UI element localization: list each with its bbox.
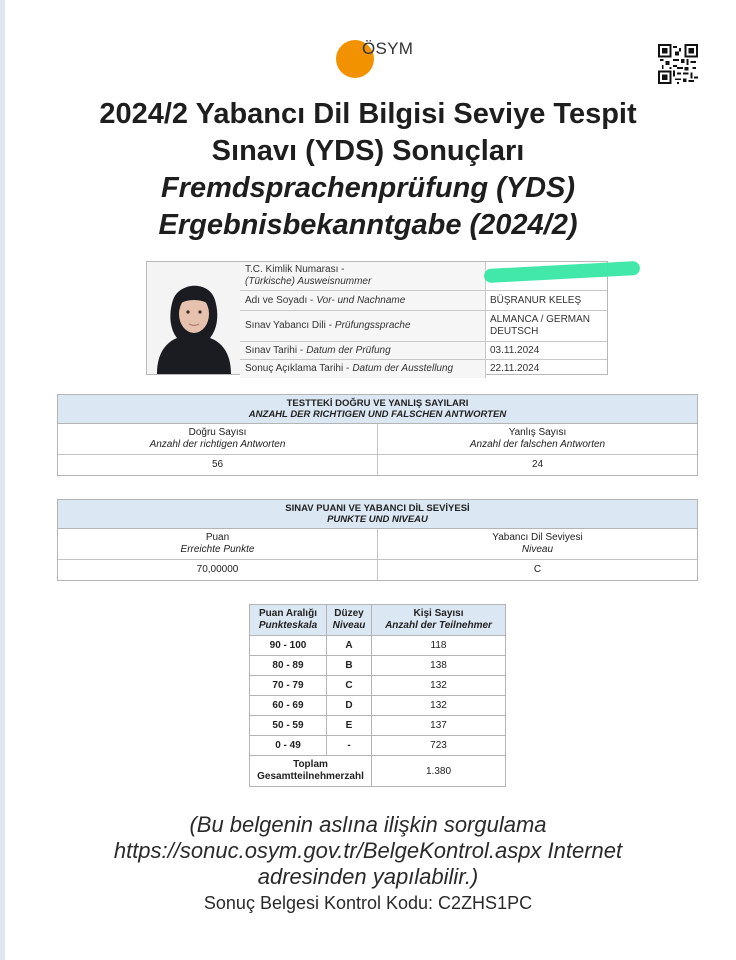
result-date-label: Sonuç Açıklama Tarihi - bbox=[245, 363, 350, 374]
range-cell: 50 - 59 bbox=[250, 716, 327, 736]
wrong-count: 24 bbox=[377, 455, 697, 475]
table-row bbox=[250, 736, 506, 756]
logo-text: ÖSYM bbox=[362, 39, 414, 58]
table-row bbox=[250, 716, 506, 736]
title-de-line1: Fremdsprachenprüfung (YDS) bbox=[160, 172, 576, 204]
total-count: 1.380 bbox=[372, 756, 506, 787]
level-label: Yabancı Dil Seviyesi bbox=[492, 532, 583, 543]
score-label-de: Erreichte Punkte bbox=[180, 544, 255, 555]
answers-values-row bbox=[58, 455, 697, 475]
answers-header-tr: TESTTEKİ DOĞRU VE YANLIŞ SAYILARI bbox=[286, 398, 469, 409]
table-row bbox=[250, 696, 506, 716]
total-label bbox=[250, 756, 372, 787]
score-label: Puan bbox=[205, 532, 230, 543]
correct-count: 56 bbox=[211, 459, 224, 470]
count-header bbox=[372, 605, 506, 636]
title-de-line2: Ergebnisbekanntgabe (2024/2) bbox=[158, 209, 578, 241]
document-title bbox=[40, 96, 696, 244]
level-cell: A bbox=[327, 636, 372, 656]
candidate-photo bbox=[147, 262, 241, 374]
count-header-de: Anzahl der Teilnehmer bbox=[385, 620, 492, 631]
exam-date-value: 03.11.2024 bbox=[490, 344, 540, 356]
answers-header-de: ANZAHL DER RICHTIGEN UND FALSCHEN ANTWORTEN bbox=[248, 409, 507, 420]
info-row-language bbox=[240, 311, 607, 342]
page-edge-strip bbox=[0, 0, 5, 960]
count-cell: 132 bbox=[372, 676, 506, 696]
result-header bbox=[58, 500, 697, 529]
range-header-tr: Puan Aralığı bbox=[259, 608, 317, 619]
verification-note-line1: (Bu belgenin aslına ilişkin sorgulama bbox=[189, 812, 547, 837]
title-tr-line1: 2024/2 Yabancı Dil Bilgisi Seviye Tespit bbox=[99, 98, 637, 130]
name-label: Adı ve Soyadı - bbox=[245, 294, 314, 306]
info-row-result-date bbox=[240, 360, 607, 378]
correct-label-de: Anzahl der richtigen Antworten bbox=[149, 439, 286, 450]
wrong-label: Yanlış Sayısı bbox=[508, 427, 567, 438]
id-label-de: (Türkische) Ausweisnummer bbox=[245, 276, 372, 287]
range-cell: 60 - 69 bbox=[250, 696, 327, 716]
result-header-tr: SINAV PUANI VE YABANCI DİL SEVİYESİ bbox=[285, 503, 470, 514]
info-row-exam-date bbox=[240, 342, 607, 360]
level-cell: B bbox=[327, 656, 372, 676]
count-cell: 118 bbox=[372, 636, 506, 656]
title-tr-line2: Sınavı (YDS) Sonuçları bbox=[211, 135, 525, 167]
answers-header bbox=[58, 395, 697, 424]
level-header-tr: Düzey bbox=[334, 608, 364, 619]
qr-code-icon bbox=[658, 44, 698, 84]
count-cell: 138 bbox=[372, 656, 506, 676]
total-row bbox=[250, 756, 506, 787]
wrong-label-de: Anzahl der falschen Antworten bbox=[469, 439, 606, 450]
answers-section bbox=[57, 394, 698, 476]
name-value: BÜŞRANUR KELEŞ bbox=[490, 294, 582, 306]
result-section bbox=[57, 499, 698, 581]
level-header-de: Niveau bbox=[332, 620, 366, 631]
language-value: ALMANCA / GERMAN DEUTSCH bbox=[490, 314, 591, 337]
score-table-header-row bbox=[250, 605, 506, 636]
table-row bbox=[250, 676, 506, 696]
answers-labels-row bbox=[58, 424, 697, 455]
result-labels-row bbox=[58, 529, 697, 560]
range-header-de: Punkteskala bbox=[258, 620, 318, 631]
level-cell: - bbox=[327, 736, 372, 756]
range-cell: 0 - 49 bbox=[250, 736, 327, 756]
range-header bbox=[250, 605, 327, 636]
info-row-name bbox=[240, 291, 607, 311]
language-label-de: Prüfungssprache bbox=[334, 320, 411, 331]
result-values-row bbox=[58, 560, 697, 580]
level-cell: D bbox=[327, 696, 372, 716]
table-row bbox=[250, 636, 506, 656]
range-cell: 70 - 79 bbox=[250, 676, 327, 696]
level-header bbox=[327, 605, 372, 636]
verification-note-line3: adresinden yapılabilir.) bbox=[257, 864, 479, 889]
language-label: Sınav Yabancı Dili - bbox=[245, 320, 332, 331]
osym-logo bbox=[336, 38, 426, 80]
result-header-de: PUNKTE UND NIVEAU bbox=[327, 514, 428, 525]
table-row bbox=[250, 656, 506, 676]
score-value: 70,00000 bbox=[196, 564, 239, 575]
footer-note bbox=[60, 812, 676, 915]
count-header-tr: Kişi Sayısı bbox=[413, 608, 464, 619]
total-label-de: Gesamtteilnehmerzahl bbox=[257, 771, 364, 782]
correct-label: Doğru Sayısı bbox=[188, 427, 247, 438]
verification-note-line2: https://sonuc.osym.gov.tr/BelgeKontrol.aspx Internet bbox=[113, 838, 623, 863]
result-date-value: 22.11.2024 bbox=[490, 363, 540, 374]
count-cell: 132 bbox=[372, 696, 506, 716]
level-value: C bbox=[377, 560, 697, 580]
total-label-tr: Toplam bbox=[293, 759, 328, 770]
level-label-de: Niveau bbox=[521, 544, 554, 555]
score-distribution-table bbox=[249, 604, 506, 787]
range-cell: 90 - 100 bbox=[250, 636, 327, 656]
exam-date-label: Sınav Tarihi - bbox=[245, 344, 304, 356]
result-date-label-de: Datum der Ausstellung bbox=[352, 363, 454, 374]
count-cell: 137 bbox=[372, 716, 506, 736]
control-code: Sonuç Belgesi Kontrol Kodu: C2ZHS1PC bbox=[203, 893, 533, 913]
range-cell: 80 - 89 bbox=[250, 656, 327, 676]
exam-date-label-de: Datum der Prüfung bbox=[306, 344, 391, 356]
count-cell: 723 bbox=[372, 736, 506, 756]
name-label-de: Vor- und Nachname bbox=[316, 294, 406, 306]
level-cell: C bbox=[327, 676, 372, 696]
id-label: T.C. Kimlik Numarası - bbox=[245, 264, 345, 275]
level-cell: E bbox=[327, 716, 372, 736]
